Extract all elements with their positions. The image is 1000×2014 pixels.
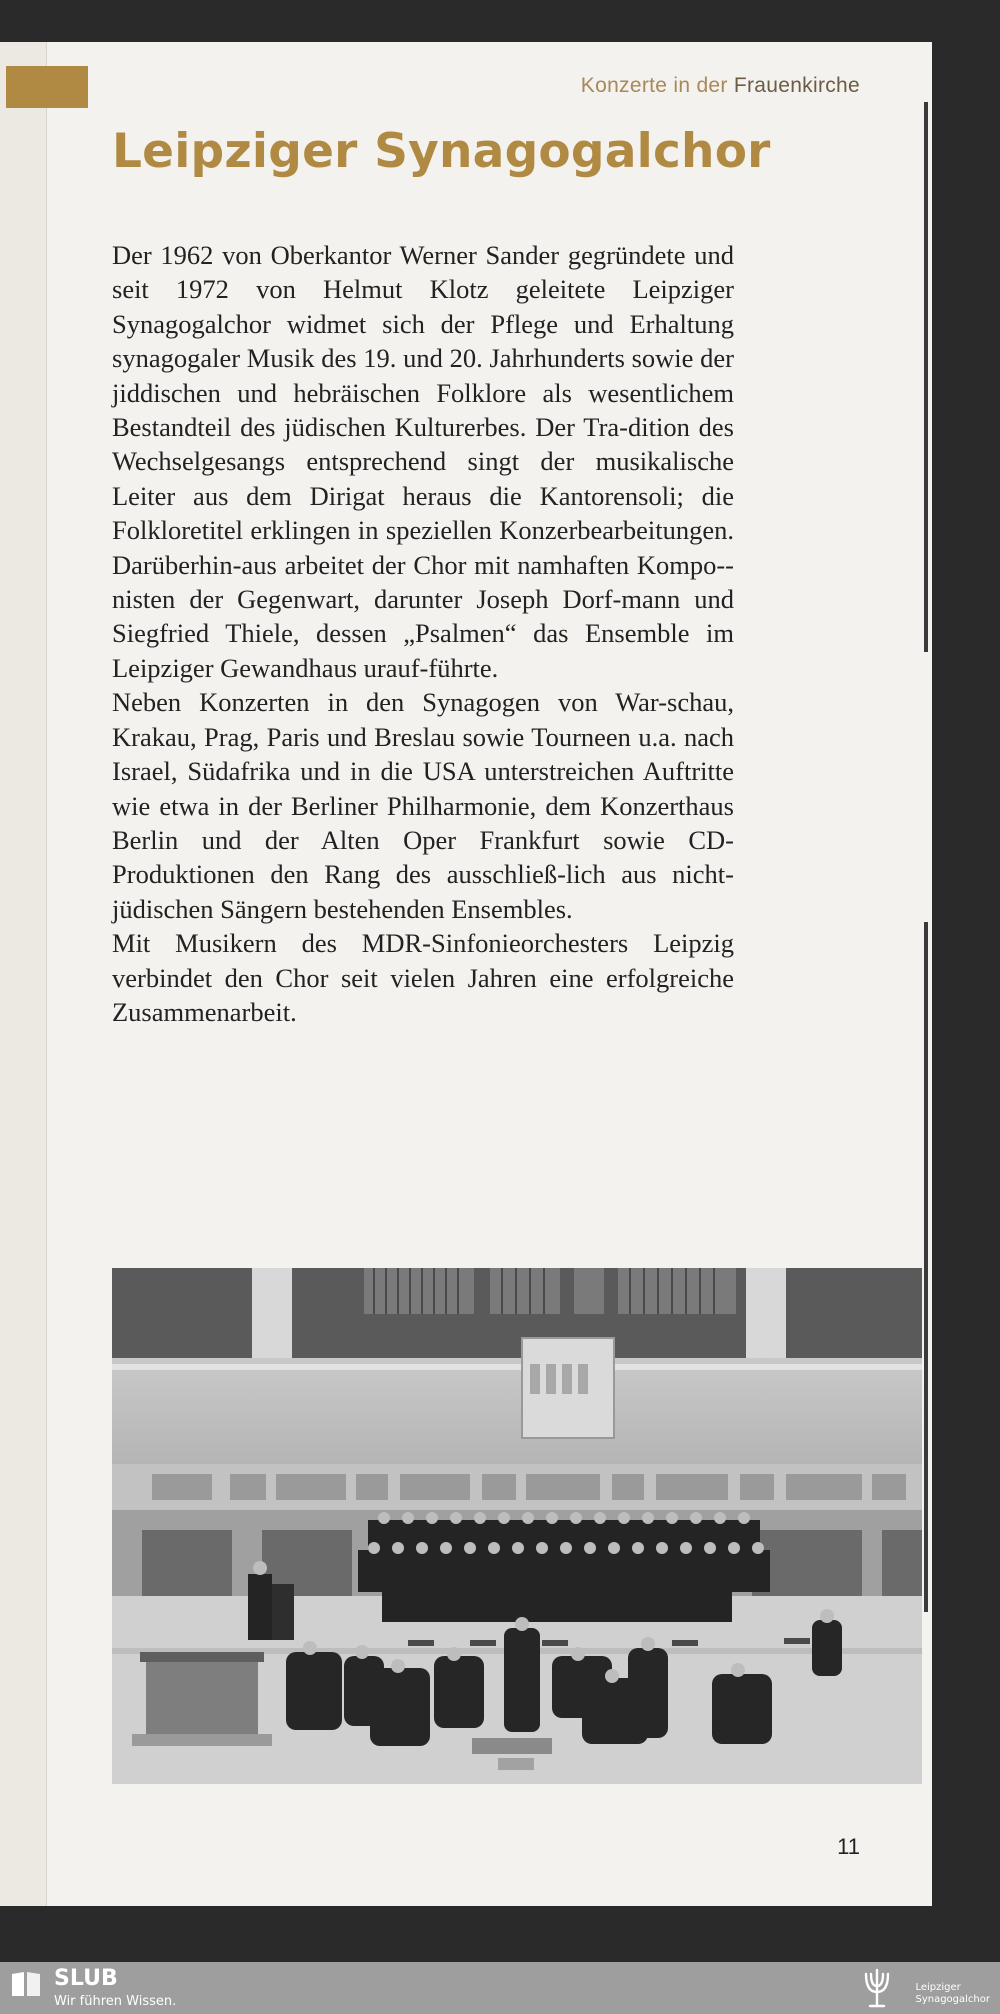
slub-tagline: Wir führen Wissen. (54, 1994, 177, 2009)
concert-hall-illustration (112, 1268, 922, 1784)
color-tab-marker (6, 66, 88, 108)
page-edge-shadow (924, 102, 928, 652)
page-edge-shadow-lower (924, 922, 928, 1612)
page-number: 11 (837, 1834, 860, 1859)
paragraph-2: Neben Konzerten in den Synagogen von War-schau, Krakau, Prag, Paris und Breslau sowie Tourneen u.a. nach Israel, Südafrika und in die USA unterstreichen Auftritte wie etwa in der Berliner Philharmonie, dem Konzerthaus Berlin und der Alten Oper Frankfurt sowie CD-Produktionen den Rang des ausschließ-lich aus nicht-jüdischen Sängern bestehenden Ensembles. (112, 687, 734, 924)
article-body (112, 238, 734, 1029)
menorah-icon (860, 1966, 894, 2010)
paragraph-1: Der 1962 von Oberkantor Werner Sander gegründete und seit 1972 von Helmut Klotz geleitete Leipziger Synagogalchor widmet sich der Pflege und Erhaltung synagogaler Musik des 19. und 20. Jahrhunderts sowie der jiddischen und hebräischen Folklore als wesentlichem Bestandteil des jüdischen Kulturerbes. Der Tra-dition des Wechselgesangs entsprechend singt der musikalische Leiter aus dem Dirigat heraus die Kantorensoli; die Folkloretitel erklingen in speziellen Konzerbearbeitungen. Darüberhin-aus arbeitet der Chor mit namhaften Kompo-nisten der Gegenwart, darunter Joseph Dorf-mann und Siegfried Thiele, dessen „Psalmen“ das Ensemble im Leipziger Gewandhaus urauf-führte. (112, 240, 734, 683)
brochure-page (0, 42, 932, 1906)
footer-bar (0, 1962, 1000, 2014)
page-title: Leipziger Synagogalchor (112, 124, 771, 179)
partner-line-2: Synagogalchor (915, 1994, 990, 2005)
header-prefix: Konzerte in der (580, 74, 728, 97)
previous-page-edge (0, 42, 47, 1906)
running-header (581, 74, 860, 98)
slub-logo-text: SLUB (54, 1966, 118, 1991)
paragraph-3: Mit Musikern des MDR-Sinfonieorchesters Leipzig verbindet den Chor seit vielen Jahren eine erfolgreiche Zusammenarbeit. (112, 928, 734, 1027)
choir-concert-photo (112, 1268, 922, 1784)
book-icon (10, 1968, 42, 2000)
partner-line-1: Leipziger (915, 1982, 961, 1993)
header-place: Frauenkirche (733, 74, 860, 97)
partner-logo-text (915, 1982, 990, 2006)
